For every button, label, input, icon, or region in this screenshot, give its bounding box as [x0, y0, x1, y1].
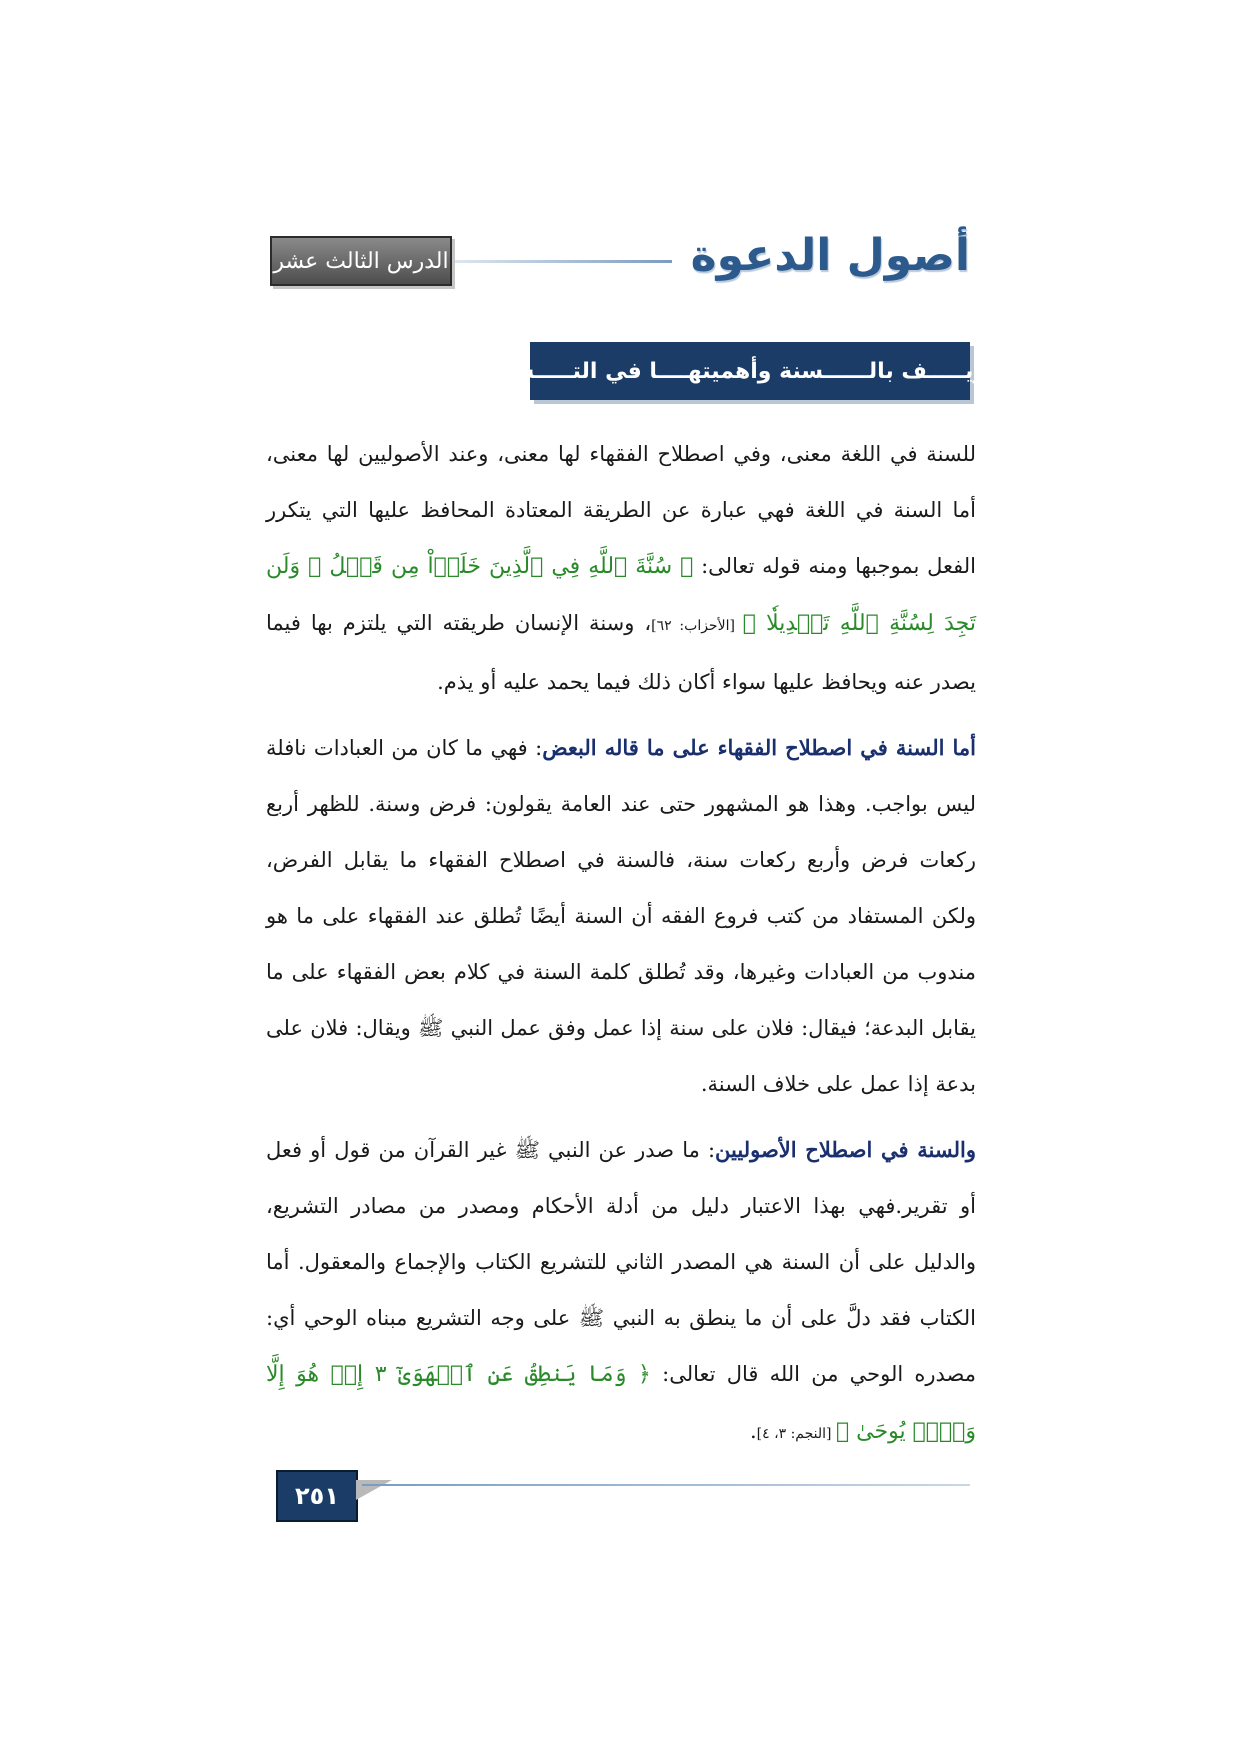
quran-verse: ﴿ وَمَا يَنطِقُ عَنِ ٱلۡهَوَىٰٓ ٣ إِنۡ هُوَ إِلَّا وَحۡيٞ يُوحَىٰ ﴾ [266, 1362, 976, 1444]
page-number: ٢٥١ [276, 1470, 358, 1522]
paragraph-lead: أما السنة في اصطلاح الفقهاء على ما قاله البعض [542, 735, 976, 760]
paragraph-text: للسنة في اللغة معنى، وفي اصطلاح الفقهاء لها معنى، وعند الأصوليين لها معنى، أما السنة في اللغة فهي عبارة عن الطريقة المعتادة المحافظ عليها التي يتكرر الفعل بموجبها ومنه قوله تعالى: [266, 442, 976, 578]
paragraph-text: . [749, 1419, 757, 1443]
book-title: أصول الدعوة [690, 230, 970, 281]
section-title: التعريـــــف بالــــــسنة وأهميتهــــا في التـــــشريع [530, 342, 970, 400]
footer-rule [362, 1484, 970, 1486]
verse-reference: [النجم: ٣، ٤] [756, 1426, 836, 1442]
paragraph-text: ، وسنة الإنسان طريقته التي يلتزم بها فيما يصدر عنه ويحافظ عليها سواء أكان ذلك فيما يحمد عليه أو يذم. [266, 611, 976, 694]
page-header [270, 228, 970, 290]
page-footer [276, 1470, 970, 1526]
paragraph-sunnah-usul [266, 1122, 976, 1462]
paragraph-text: : فهي ما كان من العبادات نافلة ليس بواجب. وهذا هو المشهور حتى عند العامة يقولون: فرض وسنة. للظهر أربع ركعات فرض وأربع ركعات سنة، فالسنة في اصطلاح الفقهاء ما يقابل الفرض، ولكن المستفاد من كتب فروع الفقه أن السنة أيضًا تُطلق عند الفقهاء على ما هو مندوب من العبادات وغيرها، وقد تُطلق كلمة السنة في كلام بعض الفقهاء على ما يقابل البدعة؛ فيقال: فلان على سنة إذا عمل وفق عمل النبي ﷺ ويقال: فلان على بدعة إذا عمل على خلاف السنة. [266, 736, 976, 1096]
footer-wedge [356, 1480, 392, 1500]
lesson-label: الدرس الثالث عشر [270, 236, 452, 286]
paragraph-sunnah-jurists [266, 720, 976, 1112]
paragraph-lead: والسنة في اصطلاح الأصوليين [715, 1137, 976, 1162]
paragraph-text: : ما صدر عن النبي ﷺ غير القرآن من قول أو فعل أو تقرير.فهي بهذا الاعتبار دليل من أدلة الأحكام ومصدر من مصادر التشريع، والدليل على أن السنة هي المصدر الثاني للتشريع الكتاب والإجماع والمعقول. أما الكتاب فقد دلَّ على أن ما ينطق به النبي ﷺ على وجه التشريع مبناه الوحي أي: مصدره الوحي من الله قال تعالى: [266, 1138, 977, 1386]
paragraph-sunnah-language [266, 426, 976, 710]
quran-verse: ﴿ سُنَّةَ ٱللَّهِ فِي ٱلَّذِينَ خَلَوۡاْ مِن قَبۡلُ ۖ وَلَن تَجِدَ لِسُنَّةِ ٱللَّهِ تَبۡدِيلٗا ﴾ [266, 554, 977, 636]
header-rule [452, 260, 672, 263]
verse-reference: [الأحزاب: ٦٢] [651, 618, 743, 634]
body-text [266, 426, 976, 1472]
